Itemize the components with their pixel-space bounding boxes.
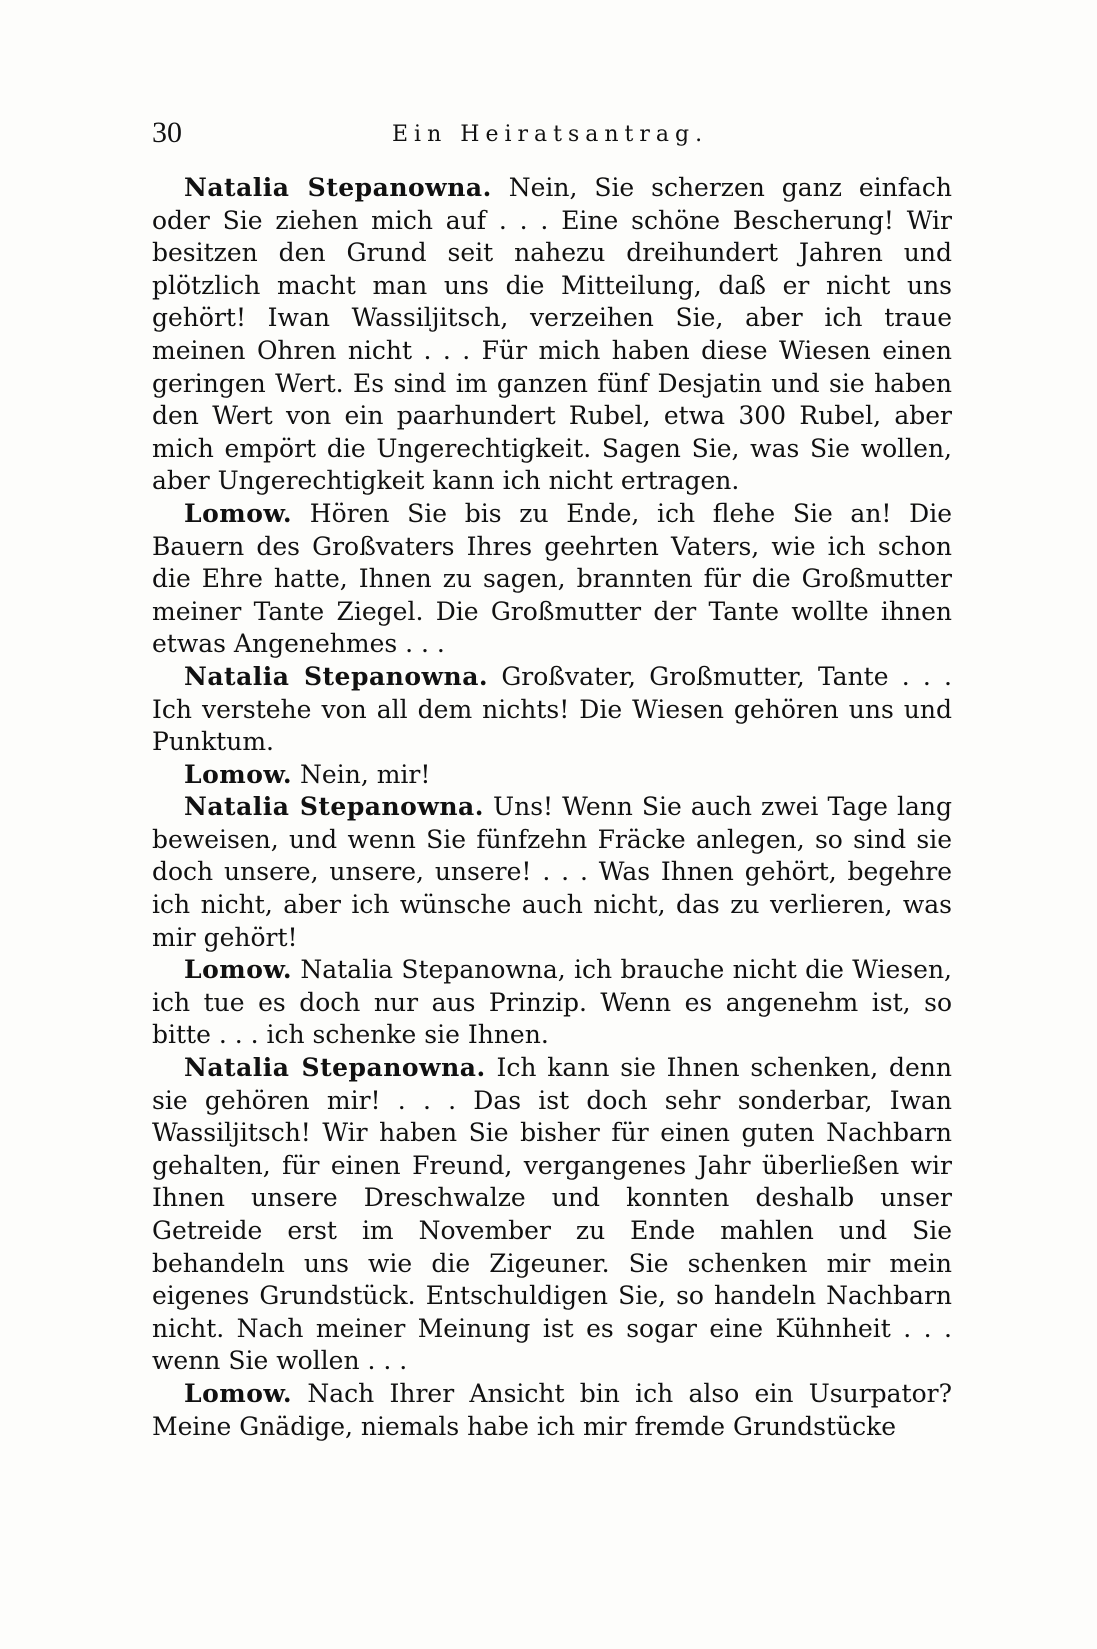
speaker-name: Natalia Stepanowna. bbox=[184, 1053, 486, 1083]
speaker-name: Natalia Stepanowna. bbox=[184, 173, 492, 202]
speaker-name: Lomow. bbox=[184, 955, 293, 985]
dialogue-text: Großvater, Großmutter, Tante . . . Ich verstehe von all dem nichts! Die Wiesen gehören uns und Punktum. bbox=[152, 661, 952, 757]
dialogue-text: Nach Ihrer Ansicht bin ich also ein Usurpator? Meine Gnädige, niemals habe ich mir fremde Grundstücke bbox=[152, 1378, 952, 1441]
page-number: 30 bbox=[152, 116, 182, 149]
dialogue-paragraph bbox=[152, 172, 952, 498]
dialogue-text: Natalia Stepanowna, ich brauche nicht die Wiesen, ich tue es doch nur aus Prinzip. Wenn es angenehm ist, so bitte . . . ich schenke sie Ihnen. bbox=[152, 955, 952, 1050]
dialogue-paragraph bbox=[152, 791, 952, 954]
dialogue-paragraph bbox=[152, 1052, 952, 1378]
speaker-name: Lomow. bbox=[184, 759, 293, 789]
speaker-name: Lomow. bbox=[184, 498, 293, 528]
dialogue-text: Ich kann sie Ihnen schenken, denn sie gehören mir! . . . Das ist doch sehr sonderbar, Iwan Wassiljitsch! Wir haben Sie bisher für einen guten Nachbarn gehalten, für einen Freund, vergangenes Jahr überließen wir Ihnen unsere Dreschwalze und konnten deshalb unser Getreide erst im November zu Ende mahlen und Sie behandeln uns wie die Zigeuner. Sie schenken mir mein eigenes Grundstück. Entschuldigen Sie, so handeln Nachbarn nicht. Nach meiner Meinung ist es sogar eine Kühnheit . . . wenn Sie wollen . . . bbox=[152, 1053, 952, 1376]
dialogue-text: Hören Sie bis zu Ende, ich flehe Sie an! Die Bauern des Großvaters Ihres geehrten Vaters, wie ich schon die Ehre hatte, Ihnen zu sagen, brannten für die Großmutter meiner Tante Ziegel. Die Großmutter der Tante wollte ihnen etwas Angenehmes . . . bbox=[152, 498, 952, 659]
page-header bbox=[152, 112, 952, 172]
dialogue-paragraph bbox=[152, 498, 952, 661]
dialogue-paragraph bbox=[152, 759, 952, 792]
play-text bbox=[152, 172, 952, 1443]
speaker-name: Lomow. bbox=[184, 1378, 293, 1408]
book-page bbox=[152, 112, 952, 1443]
dialogue-paragraph bbox=[152, 1378, 952, 1443]
dialogue-paragraph bbox=[152, 954, 952, 1052]
dialogue-text: Uns! Wenn Sie auch zwei Tage lang beweisen, und wenn Sie fünfzehn Fräcke anlegen, so sind sie doch unsere, unsere, unsere! . . . Was Ihnen gehört, begehre ich nicht, aber ich wünsche auch nicht, das zu verlieren, was mir gehört! bbox=[152, 792, 952, 952]
speaker-name: Natalia Stepanowna. bbox=[184, 661, 489, 691]
dialogue-text: Nein, mir! bbox=[300, 759, 431, 789]
dialogue-paragraph bbox=[152, 661, 952, 759]
dialogue-text: Nein, Sie scherzen ganz einfach oder Sie ziehen mich auf . . . Eine schöne Bescherung! Wir besitzen den Grund seit nahezu dreihundert Jahren und plötzlich macht man uns die Mitteilung, daß er nicht uns gehört! Iwan Wassiljitsch, verzeihen Sie, aber ich traue meinen Ohren nicht . . . Für mich haben diese Wiesen einen geringen Wert. Es sind im ganzen fünf Desjatin und sie haben den Wert von ein paarhundert Rubel, etwa 300 Rubel, aber mich empört die Ungerechtigkeit. Sagen Sie, was Sie wollen, aber Ungerechtigkeit kann ich nicht ertragen. bbox=[152, 173, 953, 496]
speaker-name: Natalia Stepanowna. bbox=[184, 792, 484, 822]
running-title: Ein Heiratsantrag. bbox=[392, 122, 709, 147]
